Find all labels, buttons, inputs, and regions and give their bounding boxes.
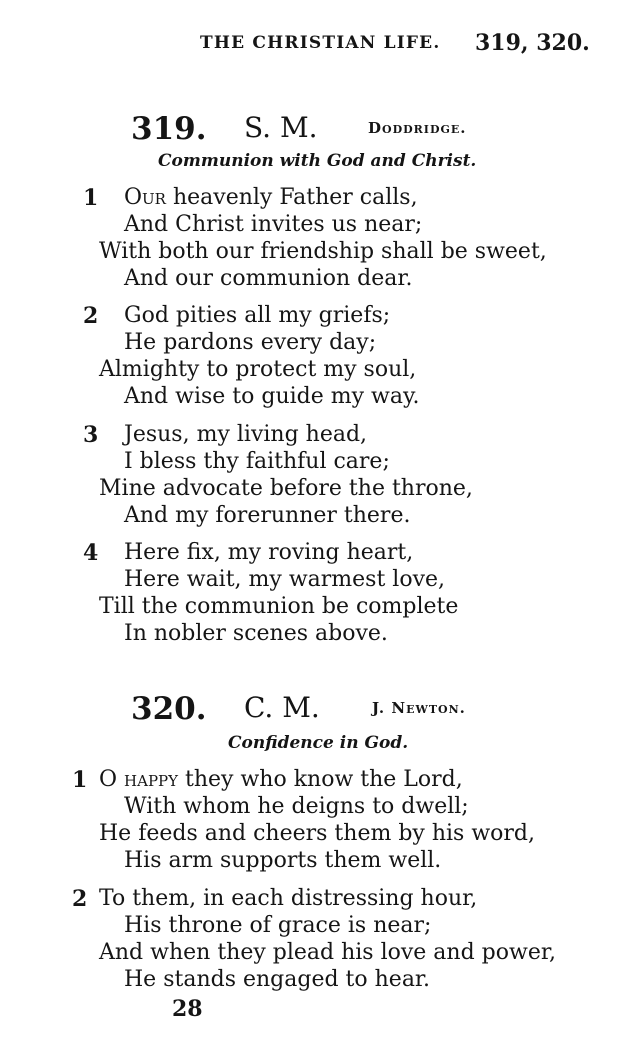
verse-line: In nobler scenes above. — [124, 621, 388, 646]
first-word: Our — [124, 185, 166, 210]
verse-line — [124, 540, 413, 565]
verse-line: Mine advocate before the throne, — [99, 476, 473, 501]
verse-line: And Christ invites us near; — [124, 212, 423, 237]
stanza-number: 1 — [83, 185, 99, 211]
signature-mark: 28 — [172, 996, 203, 1022]
hymn-author: J. Newton. — [372, 699, 466, 717]
verse-line: And when they plead his love and power, — [99, 940, 556, 965]
hymn-number: 319. — [131, 111, 207, 147]
verse-line-rest: they who know the Lord, — [178, 767, 463, 792]
verse-line: Almighty to protect my soul, — [99, 357, 417, 382]
verse-line — [124, 185, 418, 210]
hymn-meter: C. M. — [244, 691, 320, 724]
verse-line: And my forerunner there. — [124, 503, 411, 528]
verse-line: His arm supports them well. — [124, 848, 442, 873]
running-title: THE CHRISTIAN LIFE. — [200, 33, 441, 53]
verse-line — [124, 422, 367, 447]
verse-line: And our communion dear. — [124, 266, 413, 291]
first-word: God — [124, 303, 169, 328]
stanza-number: 3 — [83, 422, 99, 448]
first-word: To — [99, 886, 126, 911]
page-numbers: 319, 320. — [475, 30, 590, 56]
first-word: Jesus, — [124, 422, 190, 447]
verse-line: His throne of grace is near; — [124, 913, 432, 938]
verse-line-rest: them, in each distressing hour, — [125, 886, 478, 911]
verse-line-rest: heavenly Father calls, — [165, 185, 418, 210]
verse-line-rest: my living head, — [189, 422, 368, 447]
verse-line-rest: fix, my roving heart, — [179, 540, 414, 565]
stanza-number: 2 — [72, 886, 88, 912]
verse-line: He stands engaged to hear. — [124, 967, 431, 992]
hymn-meter: S. M. — [244, 111, 318, 144]
verse-line: I bless thy faithful care; — [124, 449, 390, 474]
verse-line-rest: pities all my griefs; — [168, 303, 391, 328]
verse-line: With both our friendship shall be sweet, — [99, 239, 547, 264]
hymn-title: Communion with God and Christ. — [158, 151, 477, 171]
hymn-number: 320. — [131, 691, 207, 727]
stanza-number: 4 — [83, 540, 99, 566]
verse-line: He pardons every day; — [124, 330, 377, 355]
verse-line — [99, 886, 477, 911]
verse-line: He feeds and cheers them by his word, — [99, 821, 535, 846]
stanza-number: 2 — [83, 303, 99, 329]
verse-line: And wise to guide my way. — [124, 384, 420, 409]
verse-line: With whom he deigns to dwell; — [124, 794, 469, 819]
hymn-title: Confidence in God. — [228, 733, 409, 753]
verse-line — [124, 303, 390, 328]
verse-line: Till the communion be complete — [99, 594, 459, 619]
verse-line — [99, 767, 463, 792]
stanza-number: 1 — [72, 767, 88, 793]
verse-line: Here wait, my warmest love, — [124, 567, 446, 592]
first-word: O happy — [99, 767, 179, 792]
first-word: Here — [124, 540, 180, 565]
hymn-author: Doddridge. — [368, 119, 467, 137]
